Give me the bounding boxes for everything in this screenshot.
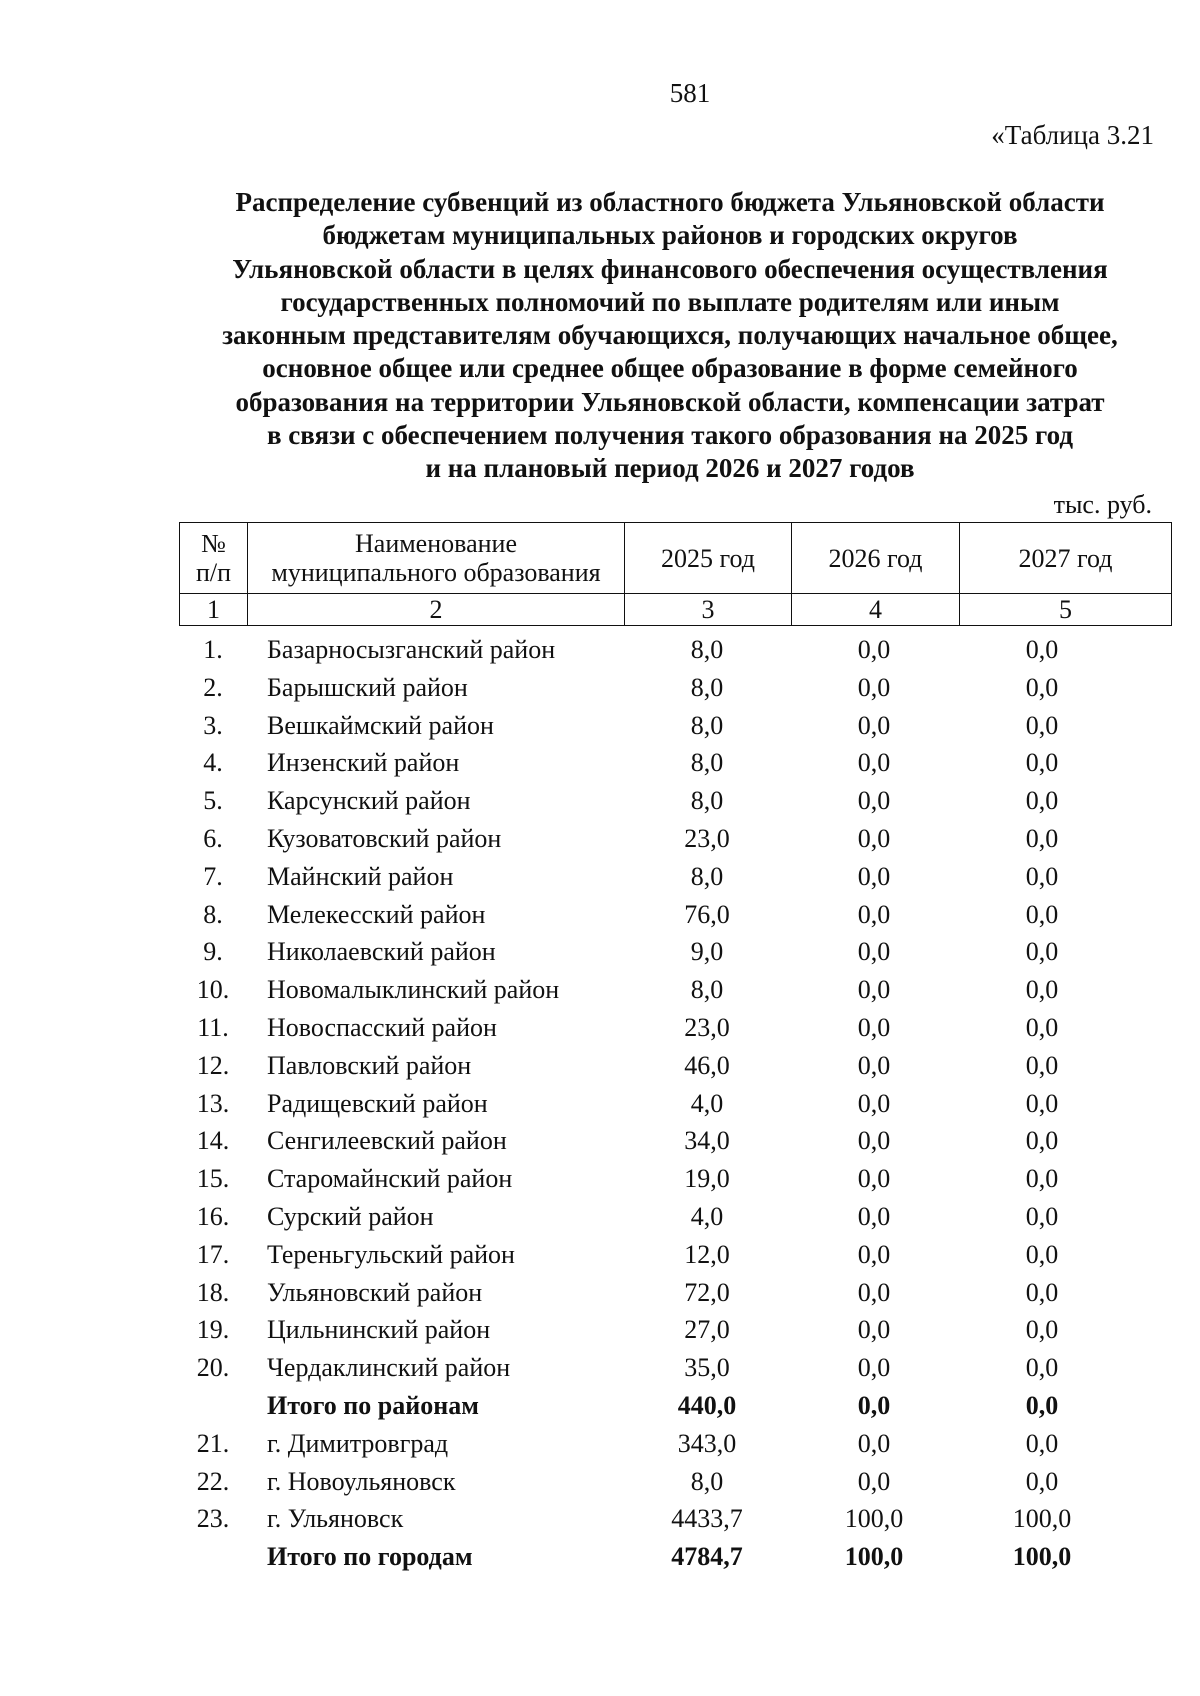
row-number: 7. — [203, 861, 223, 891]
table-row — [179, 1122, 1171, 1160]
value-2025: 12,0 — [684, 1239, 730, 1269]
value-2027: 0,0 — [1025, 1088, 1059, 1118]
value-2027: 100,0 — [1012, 1504, 1072, 1534]
row-number: 11. — [197, 1012, 229, 1042]
table-row — [179, 669, 1171, 707]
value-2027: 0,0 — [1025, 1012, 1059, 1042]
value-2025: 8,0 — [690, 1466, 724, 1496]
table-row — [179, 1160, 1171, 1198]
value-2027: 0,0 — [1025, 635, 1059, 664]
value-2026: 0,0 — [857, 1164, 891, 1194]
row-name: г. Новоульяновск — [267, 1466, 456, 1496]
row-name: Вешкаймский район — [267, 710, 494, 740]
row-name: Сурский район — [267, 1201, 434, 1231]
row-number: 9. — [203, 937, 223, 967]
table-row — [179, 1349, 1171, 1387]
header-2025: 2025 год — [625, 523, 792, 594]
row-name: Кузоватовский район — [267, 823, 502, 853]
value-2027: 0,0 — [1025, 1239, 1059, 1269]
value-2026: 0,0 — [857, 710, 891, 740]
row-name: Майнский район — [267, 861, 454, 891]
row-number: 6. — [203, 823, 223, 853]
title-line: основное общее или среднее общее образование в форме семейного — [262, 353, 1078, 384]
title-line: в связи с обеспечением получения такого образования на 2025 год — [266, 420, 1074, 451]
value-2025: 4433,7 — [671, 1504, 743, 1534]
value-2025: 72,0 — [684, 1277, 730, 1307]
table-body — [179, 631, 1171, 1576]
value-2027: 0,0 — [1025, 1466, 1059, 1496]
header-name: Наименование муниципального образования — [248, 523, 625, 594]
row-number: 3. — [203, 710, 223, 740]
row-name: Старомайнский район — [267, 1164, 513, 1194]
table-row — [179, 820, 1171, 858]
value-2025: 440,0 — [677, 1390, 737, 1420]
table-row — [179, 744, 1171, 782]
row-name: Сенгилеевский район — [267, 1126, 507, 1156]
value-2027: 0,0 — [1025, 975, 1059, 1005]
value-2026: 0,0 — [857, 748, 891, 778]
value-2025: 76,0 — [684, 899, 730, 929]
units-label: тыс. руб. — [1053, 490, 1152, 519]
header-2026: 2026 год — [792, 523, 960, 594]
table-row — [179, 1085, 1171, 1123]
row-number: 13. — [196, 1088, 230, 1118]
table-row — [179, 1198, 1171, 1236]
value-2025: 4,0 — [690, 1201, 724, 1231]
value-2025: 19,0 — [684, 1164, 730, 1194]
table-row — [179, 1236, 1171, 1274]
title-line: и на плановый период 2026 и 2027 годов — [425, 453, 915, 484]
value-2027: 0,0 — [1025, 861, 1059, 891]
value-2027: 0,0 — [1025, 1390, 1059, 1420]
header-num: № п/п — [180, 523, 248, 594]
value-2026: 0,0 — [857, 975, 891, 1005]
value-2025: 8,0 — [690, 672, 724, 702]
value-2026: 0,0 — [857, 1315, 891, 1345]
value-2026: 0,0 — [857, 1466, 891, 1496]
value-2027: 0,0 — [1025, 1315, 1059, 1345]
title-line: Распределение субвенций из областного бюджета Ульяновской области — [235, 187, 1105, 217]
value-2025: 34,0 — [684, 1126, 730, 1156]
row-number: 1. — [203, 635, 223, 664]
value-2027: 0,0 — [1025, 1353, 1059, 1383]
value-2027: 100,0 — [1012, 1542, 1072, 1572]
row-name: Итого по районам — [267, 1390, 479, 1420]
column-number: 2 — [248, 594, 625, 626]
header-2027: 2027 год — [960, 523, 1172, 594]
value-2025: 46,0 — [684, 1050, 730, 1080]
value-2026: 100,0 — [844, 1542, 904, 1572]
column-number: 4 — [792, 594, 960, 626]
table-row — [179, 1009, 1171, 1047]
row-number: 10. — [196, 975, 230, 1005]
row-name: Базарносызганский район — [267, 635, 556, 664]
row-name: Николаевский район — [267, 937, 496, 967]
value-2026: 100,0 — [844, 1504, 904, 1534]
row-name: Инзенский район — [267, 748, 460, 778]
value-2025: 8,0 — [690, 786, 724, 816]
table-row — [179, 1047, 1171, 1085]
value-2025: 343,0 — [677, 1428, 737, 1458]
page-number: 581 — [669, 78, 711, 108]
value-2025: 27,0 — [684, 1315, 730, 1345]
table-row — [179, 631, 1171, 669]
value-2026: 0,0 — [857, 899, 891, 929]
row-name: Барышский район — [267, 672, 468, 702]
table-total-row — [179, 1538, 1171, 1576]
value-2027: 0,0 — [1025, 899, 1059, 929]
value-2026: 0,0 — [857, 1277, 891, 1307]
title-line: государственных полномочий по выплате родителям или иным — [280, 286, 1060, 317]
row-number: 22. — [196, 1466, 230, 1496]
row-number: 23. — [196, 1504, 230, 1534]
row-number: 20. — [196, 1353, 230, 1383]
value-2026: 0,0 — [857, 1126, 891, 1156]
value-2027: 0,0 — [1025, 1164, 1059, 1194]
value-2027: 0,0 — [1025, 672, 1059, 702]
row-name: Итого по городам — [267, 1542, 473, 1572]
column-number: 5 — [960, 594, 1172, 626]
value-2026: 0,0 — [857, 1050, 891, 1080]
value-2027: 0,0 — [1025, 1050, 1059, 1080]
value-2025: 23,0 — [684, 1012, 730, 1042]
row-name: Тереньгульский район — [267, 1239, 515, 1269]
row-number: 19. — [196, 1315, 230, 1345]
value-2026: 0,0 — [857, 1390, 891, 1420]
value-2026: 0,0 — [857, 1088, 891, 1118]
value-2025: 4,0 — [690, 1088, 724, 1118]
row-name: Новомалыклинский район — [267, 975, 560, 1005]
value-2025: 23,0 — [684, 823, 730, 853]
row-number: 16. — [196, 1201, 230, 1231]
value-2026: 0,0 — [857, 1239, 891, 1269]
table-row — [179, 933, 1171, 971]
row-number: 4. — [203, 748, 223, 778]
value-2025: 8,0 — [690, 975, 724, 1005]
table-label: «Таблица 3.21 — [991, 120, 1154, 150]
value-2026: 0,0 — [857, 1012, 891, 1042]
row-number: 21. — [196, 1428, 230, 1458]
row-number: 15. — [196, 1164, 230, 1194]
value-2027: 0,0 — [1025, 786, 1059, 816]
row-name: Мелекесский район — [267, 899, 486, 929]
column-number: 3 — [625, 594, 792, 626]
table-row — [179, 1311, 1171, 1349]
value-2027: 0,0 — [1025, 710, 1059, 740]
row-name: Цильнинский район — [267, 1315, 491, 1345]
value-2027: 0,0 — [1025, 823, 1059, 853]
table-row — [179, 1274, 1171, 1312]
value-2026: 0,0 — [857, 635, 891, 664]
document-title — [170, 186, 1170, 486]
value-2025: 8,0 — [690, 861, 724, 891]
value-2026: 0,0 — [857, 823, 891, 853]
value-2025: 35,0 — [684, 1353, 730, 1383]
row-number: 14. — [196, 1126, 230, 1156]
value-2027: 0,0 — [1025, 937, 1059, 967]
row-number: 5. — [203, 786, 223, 816]
row-name: Новоспасский район — [267, 1012, 497, 1042]
row-name: г. Димитровград — [267, 1428, 449, 1458]
value-2027: 0,0 — [1025, 1201, 1059, 1231]
row-name: Радищевский район — [267, 1088, 488, 1118]
table-row — [179, 1463, 1171, 1501]
value-2026: 0,0 — [857, 672, 891, 702]
value-2025: 8,0 — [690, 748, 724, 778]
value-2026: 0,0 — [857, 1353, 891, 1383]
title-line: Ульяновской области в целях финансового обеспечения осуществления — [232, 253, 1108, 284]
row-name: Карсунский район — [267, 786, 471, 816]
value-2025: 8,0 — [690, 635, 724, 664]
table-total-row — [179, 1387, 1171, 1425]
value-2027: 0,0 — [1025, 748, 1059, 778]
row-number: 8. — [203, 899, 223, 929]
table-row — [179, 1500, 1171, 1538]
row-number: 12. — [196, 1050, 230, 1080]
column-number: 1 — [180, 594, 248, 626]
table-row — [179, 1425, 1171, 1463]
value-2025: 9,0 — [690, 937, 724, 967]
value-2027: 0,0 — [1025, 1277, 1059, 1307]
value-2026: 0,0 — [857, 786, 891, 816]
value-2027: 0,0 — [1025, 1428, 1059, 1458]
table-row — [179, 971, 1171, 1009]
row-number: 2. — [203, 672, 223, 702]
row-number: 18. — [196, 1277, 230, 1307]
row-number: 17. — [196, 1239, 230, 1269]
value-2026: 0,0 — [857, 1201, 891, 1231]
value-2027: 0,0 — [1025, 1126, 1059, 1156]
value-2025: 8,0 — [690, 710, 724, 740]
value-2026: 0,0 — [857, 937, 891, 967]
value-2026: 0,0 — [857, 861, 891, 891]
table-row — [179, 858, 1171, 896]
row-name: г. Ульяновск — [267, 1504, 404, 1534]
table-header — [179, 522, 1172, 626]
value-2026: 0,0 — [857, 1428, 891, 1458]
table-row — [179, 896, 1171, 934]
value-2025: 4784,7 — [671, 1542, 743, 1572]
title-line: законным представителям обучающихся, получающих начальное общее, — [222, 320, 1118, 351]
title-line: образования на территории Ульяновской области, компенсации затрат — [235, 386, 1105, 417]
row-name: Ульяновский район — [267, 1277, 483, 1307]
table-row — [179, 707, 1171, 745]
row-name: Павловский район — [267, 1050, 472, 1080]
row-name: Чердаклинский район — [267, 1353, 511, 1383]
table-row — [179, 782, 1171, 820]
title-line: бюджетам муниципальных районов и городских округов — [322, 220, 1018, 251]
